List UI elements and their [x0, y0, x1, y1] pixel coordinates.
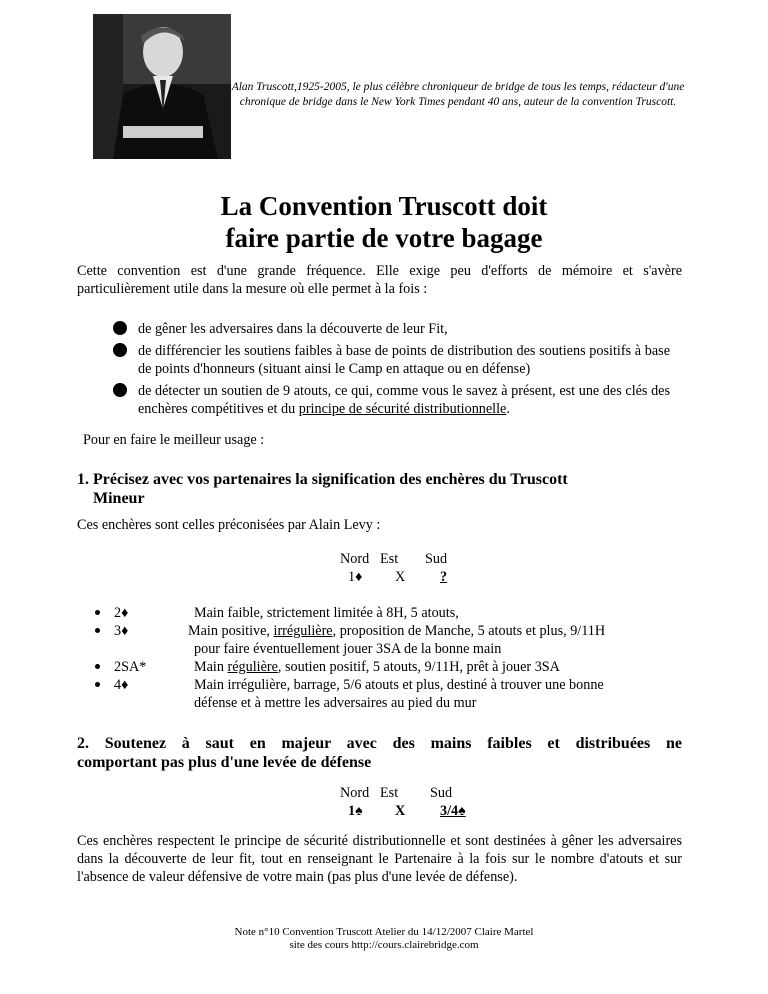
bullet-dot: [113, 321, 127, 335]
photo-caption: Alan Truscott,1925-2005, le plus célèbre chroniqueur de bridge de tous les temps, rédacteur d'une chronique de bridge dans le New York Times pendant 40 ans, auteur de la convention Truscott.: [231, 81, 685, 108]
section2-text: Ces enchères respectent le principe de sécurité distributionnelle et sont destinées à gêner les adversaires dans la découverte de leur fit, tout en renseignant le Partenaire à la fois sur le nombre d'atouts et sur l'absence de valeur défensive de votre main (pas plus d'une levée de défense).: [77, 833, 682, 885]
link-principle[interactable]: principe de sécurité distributionnelle: [298, 401, 507, 417]
bidding-box-1: Nord Est Sud 1♦ X ?: [340, 551, 448, 585]
section1-heading: 1. Précisez avec vos partenaires la signification des enchères du Truscott Mineur: [77, 471, 568, 507]
author-photo-image: [93, 14, 231, 159]
bullet-dot: [113, 383, 127, 397]
section1-bid-list: 2♦ Main faible, strictement limitée à 8H, 5 atouts, 3♦ Main positive, irrégulière, proposition de Manche, 5 atouts et plus, 9/11H pour faire éventuellement jouer 3SA de la bonne main 2SA* Main régulière, soutien positif, 5 atouts, 9/11H, prêt à jouer 3SA 4♦ Main irrégulière, barrage, 5/6 atouts et plus, destiné à trouver une bonne défense et à mettre les adversaires au pied du mur: [91, 604, 711, 724]
intro-paragraph: Cette convention est d'une grande fréquence. Elle exige peu d'efforts de mémoire et s'avère particulièrement utile dans la mesure où elle permet à la fois :: [77, 263, 682, 297]
author-photo: [93, 14, 231, 159]
footer: Note n°10 Convention Truscott Atelier du 14/12/2007 Claire Martel site des cours http://cours.clairebridge.com: [234, 926, 534, 951]
bullet-dot: [113, 343, 127, 357]
title-line-2: faire partie de votre bagage: [225, 223, 543, 253]
usage-line: Pour en faire le meilleur usage :: [83, 432, 265, 448]
title-line-1: La Convention Truscott doit: [220, 191, 548, 221]
section2-heading: 2. Soutenez à saut en majeur avec des mains faibles et distribuées ne comportant pas plus d'une levée de défense: [77, 735, 682, 771]
bullet-list: de gêner les adversaires dans la découverte de leur Fit, de différencier les soutiens faibles à base de points de distribution des soutiens positifs à base de points d'honneurs (situant ainsi le Camp en attaque ou en défense) de détecter un soutien de 9 atouts, ce qui, comme vous le savez à présent, est une des clés des enchères compétitives et du principe de sécurité distributionnelle.: [113, 320, 693, 420]
section1-lead: Ces enchères sont celles préconisées par Alain Levy :: [77, 517, 381, 533]
page-title: [0, 190, 768, 254]
bidding-box-2: Nord Est Sud 1♠ X 3/4♠: [340, 785, 466, 819]
